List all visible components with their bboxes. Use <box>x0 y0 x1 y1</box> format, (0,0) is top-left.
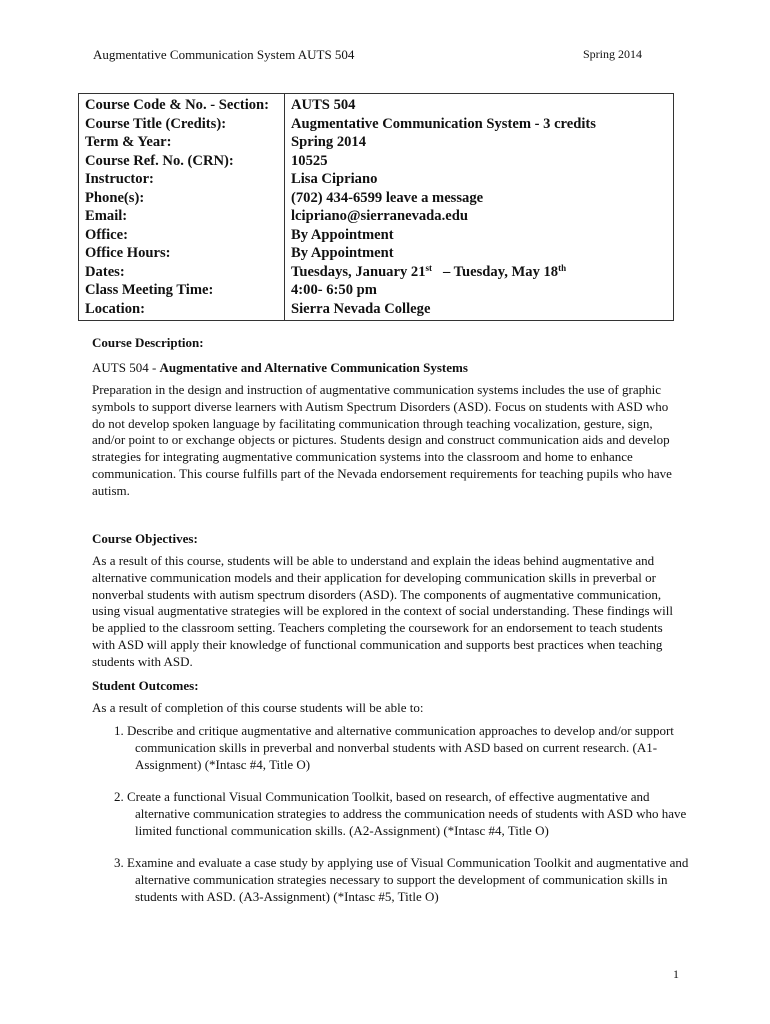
outcome-item-2: 2. Create a functional Visual Communication Toolkit, based on research, of effective augmentative and alternative communication strategies to address the communication needs of students with ASD who have limited functional communication skills. (A2-Assignment) (*Intasc #4, Title O) <box>114 789 687 838</box>
info-label: Class Meeting Time: <box>85 282 214 298</box>
info-value: 10525 <box>285 152 674 171</box>
course-info-table <box>78 93 674 321</box>
course-full-title: Augmentative and Alternative Communication Systems <box>159 360 468 375</box>
outcome-item-1: 1. Describe and critique augmentative and alternative communication approaches to develop and/or support communication skills in preverbal and nonverbal students with ASD based on current research. (A1-Assignment) (*Intasc #4, Title O) <box>114 723 674 772</box>
dates-start: Tuesdays, January 21 <box>291 263 426 280</box>
table-row <box>79 207 674 226</box>
info-value: 4:00- 6:50 pm <box>285 281 674 300</box>
course-description-body: Preparation in the design and instruction of augmentative communication systems includes the use of graphic symbols to support diverse learners with Autism Spectrum Disorders (ASD). Focus on students with ASD who do not develop spoken language by facilitating communication through teaching vocalization, gesture, sign, and/or point to or exchange objects or pictures. Students design and construct communication aids and develop strategies for integrating augmentative communication systems into the classroom and home to enhance communication. This course fulfills part of the Nevada endorsement requirements for teaching pupils who have autism. <box>92 382 672 498</box>
info-label: Email: <box>85 208 128 224</box>
info-label: Course Code & No. - Section: <box>85 97 270 113</box>
info-value: Augmentative Communication System - 3 credits <box>285 115 674 134</box>
info-label: Location: <box>85 300 145 317</box>
info-label: Instructor: <box>85 171 154 187</box>
info-value: Lisa Cipriano <box>285 170 674 189</box>
outcome-item-3: 3. Examine and evaluate a case study by applying use of Visual Communication Toolkit and augmentative and alternative communication strategies necessary to support the development of communication skills in students with ASD. (A3-Assignment) (*Intasc #5, Title O) <box>114 855 689 904</box>
info-label: Dates: <box>85 263 125 280</box>
course-description-heading: Course Description: <box>92 335 204 350</box>
info-label: Course Ref. No. (CRN): <box>85 152 234 169</box>
course-objectives-heading: Course Objectives: <box>92 531 198 546</box>
running-header-title: Augmentative Communication System AUTS 504 <box>93 47 355 62</box>
dates-start-suffix: st <box>425 262 432 273</box>
table-row <box>79 170 674 189</box>
table-row <box>79 152 674 171</box>
page-number: 1 <box>673 967 679 981</box>
table-row <box>79 263 674 282</box>
info-value: (702) 434-6599 leave a message <box>285 189 674 208</box>
info-label: Course Title (Credits): <box>85 115 227 132</box>
info-value-email: lcipriano@sierranevada.edu <box>285 207 674 226</box>
table-row <box>79 226 674 245</box>
info-value: Spring 2014 <box>285 133 674 152</box>
table-row <box>79 300 674 321</box>
course-objectives-body: As a result of this course, students will be able to understand and explain the ideas behind augmentative and alternative communication models and their application for developing communication skills in preverbal or nonverbal students with autism spectrum disorders (ASD). The components of augmentative communication, using visual augmentative strategies will be explored in the context of social understanding. These findings will be applied to the classroom setting. Teachers completing the coursework for an endorsement to teach students with ASD will apply their knowledge of functional communication and supports best practices when teaching students with ASD. <box>92 553 674 669</box>
table-row <box>79 244 674 263</box>
info-value: By Appointment <box>285 244 674 263</box>
table-row <box>79 281 674 300</box>
info-label: Term & Year: <box>85 134 172 150</box>
dates-end-suffix: th <box>558 262 567 273</box>
student-outcomes-intro: As a result of completion of this course students will be able to: <box>92 700 424 715</box>
info-value: By Appointment <box>285 226 674 245</box>
info-value-dates <box>285 263 674 282</box>
running-header-term: Spring 2014 <box>583 47 643 61</box>
table-row <box>79 133 674 152</box>
info-value: AUTS 504 <box>285 94 674 115</box>
table-row <box>79 94 674 115</box>
table-row <box>79 189 674 208</box>
info-value: Sierra Nevada College <box>285 300 674 321</box>
student-outcomes-heading: Student Outcomes: <box>92 678 199 693</box>
course-subtitle <box>92 360 468 376</box>
info-label: Office: <box>85 226 128 243</box>
info-label: Office Hours: <box>85 245 171 261</box>
dates-end: – Tuesday, May 18 <box>432 263 559 280</box>
info-label: Phone(s): <box>85 189 145 206</box>
course-code-prefix: AUTS 504 - <box>92 360 160 375</box>
table-row <box>79 115 674 134</box>
